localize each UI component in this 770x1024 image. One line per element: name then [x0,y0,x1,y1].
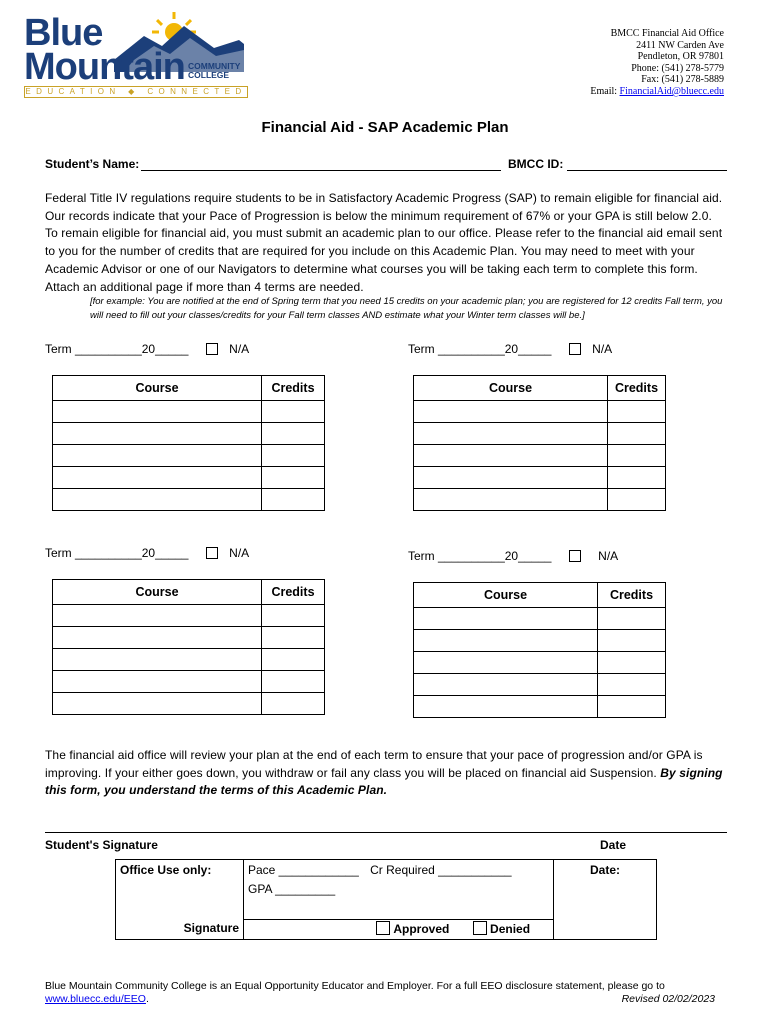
eeo-period: . [145,992,149,1005]
table-row [53,693,325,715]
course-cell[interactable] [414,423,608,445]
intro-paragraph: Federal Title IV regulations require students to be in Satisfactory Academic Progress (SAP) to remain eligible for financial aid. Our records indicate that your Pace of Progression is below the minimum requirement of 67% or your GPA is still below 2.0. To remain eligible for financial aid, you must submit an academic plan to our office. Please refer to the financial aid email sent to you for the number of credits that are required for you include on this Academic Plan. You may need to meet with your Academic Advisor or one of our Navigators to determine what courses you will be taking each term to complete this form. Attach an additional page if more than 4 terms are needed. [45,191,723,294]
credits-cell[interactable] [598,608,666,630]
term-2-na-checkbox[interactable] [569,343,581,355]
credits-cell[interactable] [262,423,325,445]
credits-cell[interactable] [262,649,325,671]
gpa-label[interactable]: GPA _________ [248,882,336,896]
date-label: Date [600,838,627,852]
student-signature-label: Student's Signature [45,838,158,852]
office-date-cell [554,860,657,940]
course-header: Course [414,583,598,608]
closing-paragraph [45,747,727,800]
table-row [53,467,325,489]
credits-cell[interactable] [262,489,325,511]
bmcc-id-label: BMCC ID: [508,157,564,171]
credits-cell[interactable] [608,401,666,423]
closing-bold-text: By signing this form, you understand the terms of this Academic Plan. [45,765,723,798]
term-1-na-label: N/A [229,342,250,356]
course-cell[interactable] [414,630,598,652]
course-cell[interactable] [53,445,262,467]
denied-checkbox[interactable] [473,921,487,935]
table-row [414,467,666,489]
office-phone: Phone: (541) 278-5779 [631,62,724,74]
credits-cell[interactable] [598,630,666,652]
approved-checkbox[interactable] [376,921,390,935]
course-cell[interactable] [414,674,598,696]
term-2-label: Term __________20_____ [408,342,552,356]
term-1-row [45,342,249,356]
table-row [414,630,666,652]
course-cell[interactable] [53,627,262,649]
credits-cell[interactable] [608,445,666,467]
table-row [414,674,666,696]
term-1-na-checkbox[interactable] [206,343,218,355]
office-fax: Fax: (541) 278-5889 [641,74,724,86]
course-header: Course [53,376,262,401]
email-label: Email: [590,85,618,97]
office-decision-cell [244,920,554,940]
credits-header: Credits [262,580,325,605]
term-3-row [45,546,249,560]
table-row [414,445,666,467]
table-row [414,489,666,511]
course-cell[interactable] [414,652,598,674]
approved-label: Approved [393,922,450,936]
credits-cell[interactable] [262,467,325,489]
term-3-label: Term __________20_____ [45,546,189,560]
term-1-course-table [52,375,325,511]
term-4-na-label: N/A [598,549,619,563]
office-date-label: Date: [589,863,620,877]
credits-cell[interactable] [598,674,666,696]
course-cell[interactable] [53,693,262,715]
term-3-na-checkbox[interactable] [206,547,218,559]
term-4-label: Term __________20_____ [408,549,552,563]
course-cell[interactable] [53,401,262,423]
course-cell[interactable] [53,605,262,627]
course-cell[interactable] [414,467,608,489]
course-cell[interactable] [414,489,608,511]
term-4-row [408,549,618,563]
course-cell[interactable] [53,671,262,693]
table-row [53,605,325,627]
credits-cell[interactable] [608,489,666,511]
email-link[interactable]: FinancialAid@bluecc.edu [619,85,724,97]
course-cell[interactable] [53,467,262,489]
office-email-row [590,86,724,98]
table-row [414,401,666,423]
bmcc-id-field[interactable] [567,170,727,171]
course-cell[interactable] [414,608,598,630]
eeo-statement: Blue Mountain Community College is an Equal Opportunity Educator and Employer. For a full EEO disclosure statement, please go to [45,980,665,992]
office-name: BMCC Financial Aid Office [610,28,724,39]
course-cell[interactable] [414,445,608,467]
office-metrics-cell [244,860,554,920]
office-use-table [115,859,657,940]
credits-cell[interactable] [608,423,666,445]
office-signature-label: Signature [183,921,239,935]
credits-header: Credits [598,583,666,608]
course-header: Course [53,580,262,605]
credits-cell[interactable] [262,671,325,693]
student-name-field[interactable] [141,170,501,171]
table-row [414,696,666,718]
denied-label: Denied [490,922,531,936]
credits-header: Credits [608,376,666,401]
logo-tagline: EDUCATION ◆ CONNECTED [25,87,247,96]
table-row [53,649,325,671]
credits-cell[interactable] [262,445,325,467]
page-title: Financial Aid - SAP Academic Plan [261,119,509,136]
student-name-label: Student’s Name: [45,157,140,171]
credits-cell[interactable] [598,652,666,674]
pace-label[interactable]: Pace ____________ [248,863,359,877]
term-3-course-table [52,579,325,715]
credits-header: Credits [262,376,325,401]
course-cell[interactable] [414,696,598,718]
table-row [53,489,325,511]
term-4-na-checkbox[interactable] [569,550,581,562]
credits-cell[interactable] [262,693,325,715]
table-row [53,627,325,649]
credits-cell[interactable] [598,696,666,718]
course-cell[interactable] [53,489,262,511]
credits-cell[interactable] [262,605,325,627]
credits-cell[interactable] [262,401,325,423]
course-cell[interactable] [53,649,262,671]
signature-line[interactable] [45,832,727,833]
logo-text-blue: Blue [24,12,103,54]
logo-text-mountain: Mountain [24,46,185,88]
revised-date: Revised 02/02/2023 [621,992,715,1005]
term-2-row [408,342,612,356]
course-cell[interactable] [414,401,608,423]
footer [45,980,727,1005]
cr-required-label[interactable]: Cr Required ___________ [370,863,512,877]
logo-text-college: COLLEGE [188,70,230,80]
table-row [414,652,666,674]
course-cell[interactable] [53,423,262,445]
table-row [53,401,325,423]
table-row [53,445,325,467]
term-2-na-label: N/A [592,342,613,356]
term-3-na-label: N/A [229,546,250,560]
table-row [414,608,666,630]
contact-block [590,28,724,98]
term-1-label: Term __________20_____ [45,342,189,356]
course-header: Course [414,376,608,401]
closing-text: The financial aid office will review your plan at the end of each term to ensure that your pace of progression and/or GPA is improving. If your either goes down, you withdraw or fail any class you will be placed on financial aid Suspension. [45,748,703,780]
term-4-course-table [413,582,666,718]
office-address: 2411 NW Carden Ave [636,39,724,51]
credits-cell[interactable] [608,467,666,489]
table-row [53,671,325,693]
credits-cell[interactable] [262,627,325,649]
office-use-label: Office Use only: [120,863,212,877]
office-city: Pendleton, OR 97801 [637,51,724,63]
example-note: [for example: You are notified at the end of Spring term that you need 15 credits on your academic plan; you are registered for 12 credits Fall term, you will need to fill out your classes/credits for your Fall term classes AND estimate what your Winter term classes will be.] [90,296,723,321]
eeo-link[interactable]: www.bluecc.edu/EEO [45,992,146,1005]
table-row [414,423,666,445]
logo-text-community: COMMUNITY [188,61,241,71]
office-use-cell [116,860,244,940]
table-row [53,423,325,445]
term-2-course-table [413,375,666,511]
